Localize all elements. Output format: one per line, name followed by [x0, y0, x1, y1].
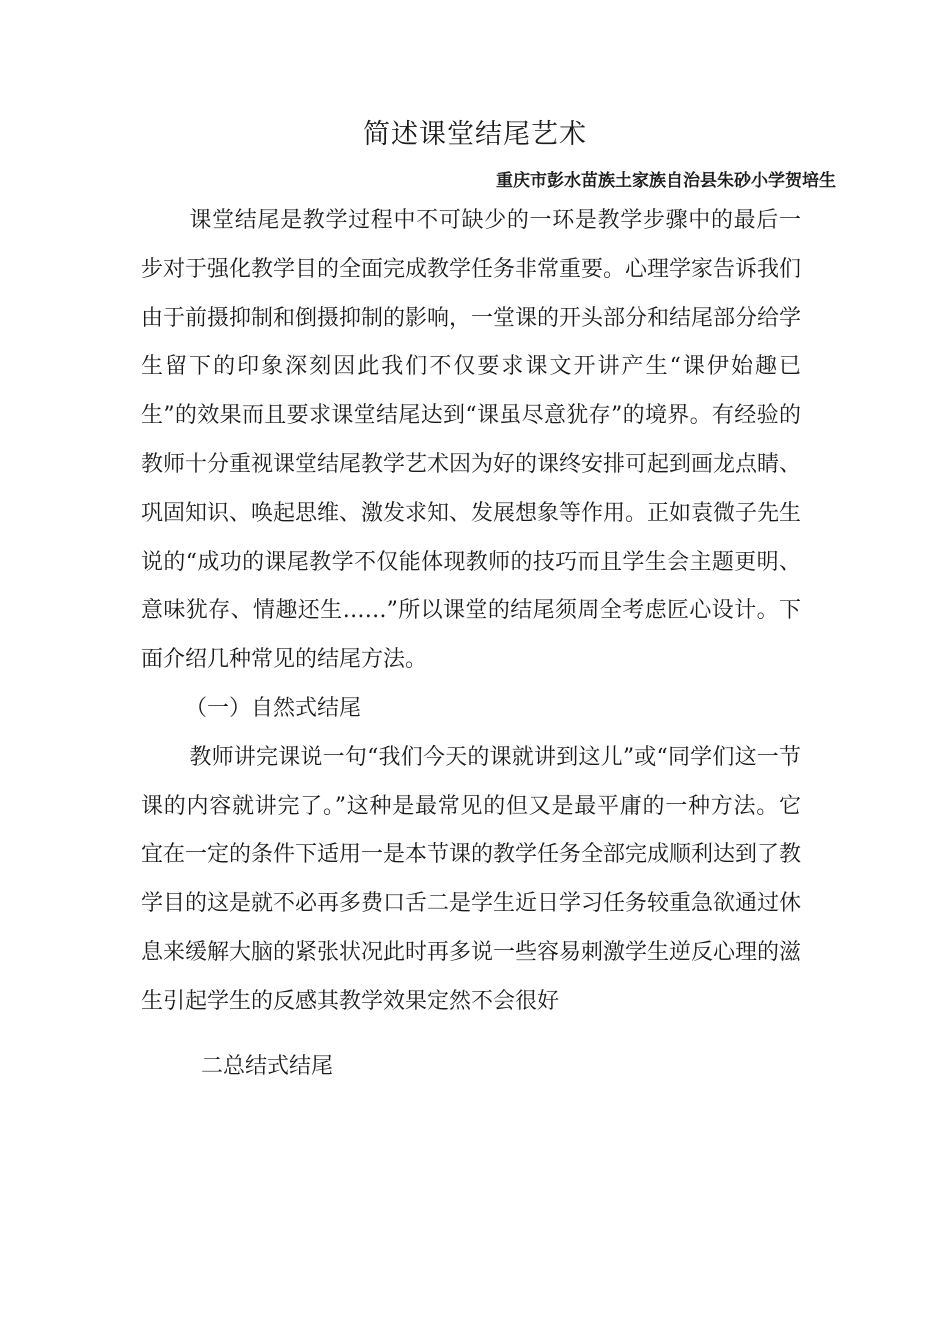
document-title: 简述课堂结尾艺术 — [363, 119, 587, 150]
document-body — [141, 197, 801, 1091]
author-line: 重庆市彭水苗族土家族自治县朱砂小学贺培生 — [496, 171, 836, 191]
section-heading-summary-ending: 二总结式结尾 — [201, 1053, 334, 1079]
natural-ending-paragraph: 教师讲完课说一句“我们今天的课就讲到这儿”或“同学们这一节课的内容就讲完了。”这种是最常见的但又是最平庸的一种方法。它宜在一定的条件下适用一是本节课的教学任务全部完成顺利达到了教学目的这是就不必再多费口舌二是学生近日学习任务较重急欲通过休息来缓解大脑的紧张状况此时再多说一些容易刺激学生逆反心理的滋生引起学生的反感其教学效果定然不会很好 — [141, 744, 802, 1014]
section-heading-natural-ending: （一）自然式结尾 — [185, 695, 362, 721]
intro-paragraph: 课堂结尾是教学过程中不可缺少的一环是教学步骤中的最后一步对于强化教学目的全面完成教学任务非常重要。心理学家告诉我们由于前摄抑制和倒摄抑制的影响，一堂课的开头部分和结尾部分给学生留下的印象深刻因此我们不仅要求课文开讲产生“课伊始趣已生”的效果而且要求课堂结尾达到“课虽尽意犹存”的境界。有经验的教师十分重视课堂结尾教学艺术因为好的课终安排可起到画龙点睛、巩固知识、唤起思维、激发求知、发展想象等作用。正如袁微子先生说的“成功的课尾教学不仅能体现教师的技巧而且学生会主题更明、意味犹存、情趣还生……”所以课堂的结尾须周全考虑匠心设计。下面介绍几种常见的结尾方法。 — [141, 208, 802, 673]
